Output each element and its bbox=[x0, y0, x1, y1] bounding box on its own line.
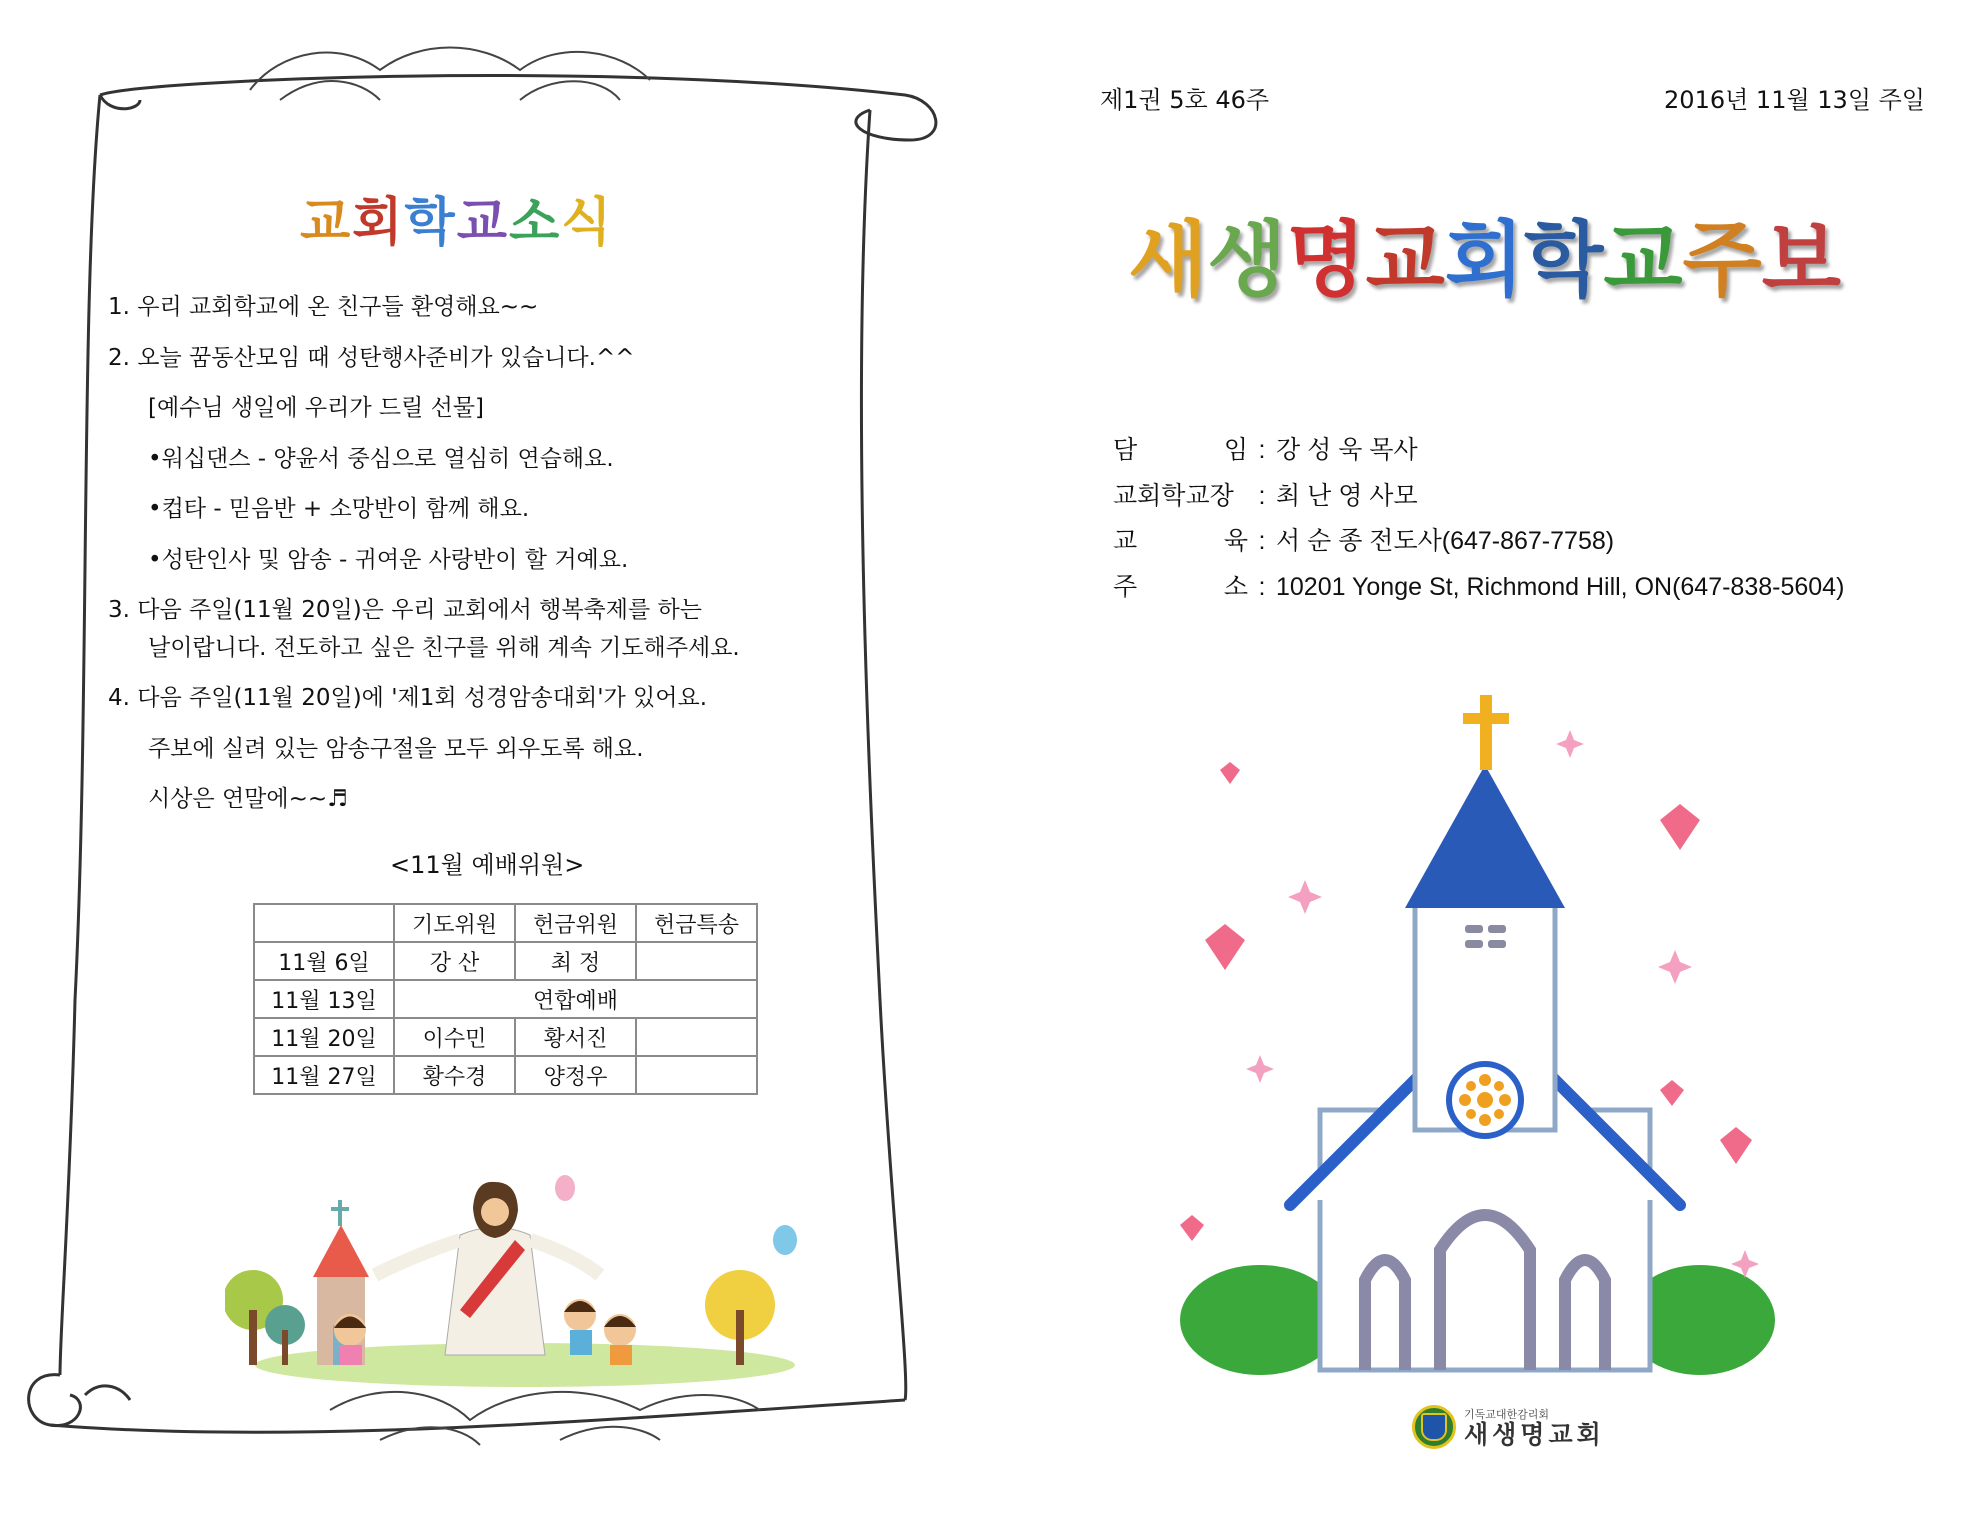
table-header-row bbox=[254, 904, 757, 942]
staff-row bbox=[1113, 565, 1844, 611]
church-illustration bbox=[1180, 680, 1780, 1390]
label-part: 소 bbox=[1223, 572, 1248, 601]
label-part: 임 bbox=[1223, 436, 1248, 464]
news-item: [예수님 생일에 우리가 드릴 선물] bbox=[148, 395, 485, 421]
cell: 최 정 bbox=[515, 942, 636, 980]
volume-info: 제1권 5호 46주 bbox=[1100, 86, 1270, 114]
staff-value: 최 난 영 사모 bbox=[1276, 481, 1418, 510]
roster-title: <11월 예배위원> bbox=[390, 851, 585, 879]
church-logo bbox=[1412, 1405, 1605, 1449]
title-letter: 명 bbox=[1286, 213, 1366, 308]
colon: : bbox=[1258, 436, 1266, 464]
title-letter: 식 bbox=[561, 193, 614, 253]
title-letter: 새 bbox=[1128, 213, 1208, 308]
staff-value: 10201 Yonge St, Richmond Hill, ON(647-838-5604) bbox=[1276, 572, 1845, 601]
jesus-children-illustration bbox=[225, 1140, 825, 1390]
methodist-emblem-icon bbox=[1412, 1405, 1456, 1449]
news-item: 시상은 연말에~~♬ bbox=[148, 786, 348, 812]
colon: : bbox=[1258, 572, 1266, 601]
colon: : bbox=[1258, 481, 1266, 510]
title-letter: 보 bbox=[1761, 213, 1841, 308]
title-letter: 학 bbox=[404, 193, 457, 253]
staff-row bbox=[1113, 474, 1844, 520]
label-part: 주 bbox=[1113, 572, 1138, 601]
jesus bbox=[375, 1182, 600, 1355]
news-list bbox=[108, 282, 740, 825]
colon: : bbox=[1258, 527, 1266, 555]
date-cell: 11월 13일 bbox=[254, 980, 394, 1018]
news-item: 주보에 실려 있는 암송구절을 모두 외우도록 해요. bbox=[148, 735, 644, 762]
table-row bbox=[254, 980, 757, 1018]
title-letter: 소 bbox=[508, 193, 562, 253]
news-title bbox=[300, 180, 613, 255]
title-letter: 회 bbox=[1444, 213, 1525, 308]
label-part: 교 bbox=[1113, 527, 1138, 555]
news-item: •성탄인사 및 암송 - 귀여운 사랑반이 할 거예요. bbox=[148, 546, 629, 573]
news-item: 3. 다음 주일(11월 20일)은 우리 교회에서 행복축제를 하는 bbox=[108, 597, 702, 623]
header-cell bbox=[254, 904, 394, 942]
news-item: •워십댄스 - 양윤서 중심으로 열심히 연습해요. bbox=[148, 445, 614, 472]
church-name: 새생명교회 bbox=[1464, 1420, 1605, 1449]
label-part: 담 bbox=[1113, 436, 1138, 464]
date-cell: 11월 6일 bbox=[254, 942, 394, 980]
news-item: 4. 다음 주일(11월 20일)에 '제1회 성경암송대회'가 있어요. bbox=[108, 685, 708, 711]
table-row bbox=[254, 942, 757, 980]
bulletin-title bbox=[1128, 195, 1841, 312]
denomination: 기독교대한감리회 bbox=[1464, 1408, 1550, 1421]
cell bbox=[636, 1018, 757, 1056]
staff-label bbox=[1113, 428, 1248, 474]
roster-table bbox=[253, 903, 758, 1095]
title-letter: 생 bbox=[1207, 213, 1287, 308]
title-letter: 회 bbox=[352, 193, 405, 253]
date-cell: 11월 27일 bbox=[254, 1056, 394, 1094]
table-row bbox=[254, 1056, 757, 1094]
tree-left bbox=[225, 1270, 305, 1365]
title-letter: 학 bbox=[1524, 213, 1604, 308]
news-item: 2. 오늘 꿈동산모임 때 성탄행사준비가 있습니다.^^ bbox=[108, 344, 635, 371]
news-item: 날이랍니다. 전도하고 싶은 친구를 위해 계속 기도해주세요. bbox=[148, 635, 740, 661]
staff-label bbox=[1113, 565, 1248, 611]
table-row bbox=[254, 1018, 757, 1056]
title-letter: 주 bbox=[1682, 213, 1762, 308]
header-cell: 헌금특송 bbox=[636, 904, 757, 942]
label-part: 육 bbox=[1223, 527, 1248, 555]
staff-value: 강 성 욱 목사 bbox=[1276, 436, 1418, 464]
news-item: •컵타 - 믿음반 + 소망반이 함께 해요. bbox=[148, 496, 530, 522]
cell bbox=[636, 1056, 757, 1094]
staff-label bbox=[1113, 474, 1248, 520]
date-cell: 11월 20일 bbox=[254, 1018, 394, 1056]
cell: 양정우 bbox=[515, 1056, 636, 1094]
cell: 강 산 bbox=[394, 942, 515, 980]
title-letter: 교 bbox=[1603, 213, 1683, 308]
header-cell: 기도위원 bbox=[394, 904, 515, 942]
title-letter: 교 bbox=[300, 193, 353, 253]
issue-date: 2016년 11월 13일 주일 bbox=[1664, 86, 1925, 114]
cell: 황수경 bbox=[394, 1056, 515, 1094]
staff-row bbox=[1113, 519, 1844, 565]
staff-label bbox=[1113, 519, 1248, 565]
cell: 이수민 bbox=[394, 1018, 515, 1056]
news-item: 1. 우리 교회학교에 온 친구들 환영해요~~ bbox=[108, 294, 539, 320]
staff-row bbox=[1113, 428, 1844, 474]
label-part: 교회학교장 bbox=[1113, 481, 1234, 510]
header-cell: 헌금위원 bbox=[515, 904, 636, 942]
title-letter: 교 bbox=[456, 193, 509, 253]
staff-value: 서 순 종 전도사(647-867-7758) bbox=[1276, 527, 1615, 555]
cell: 연합예배 bbox=[394, 980, 757, 1018]
cell: 황서진 bbox=[515, 1018, 636, 1056]
title-letter: 교 bbox=[1365, 213, 1445, 308]
staff-info bbox=[1113, 428, 1844, 610]
cell bbox=[636, 942, 757, 980]
